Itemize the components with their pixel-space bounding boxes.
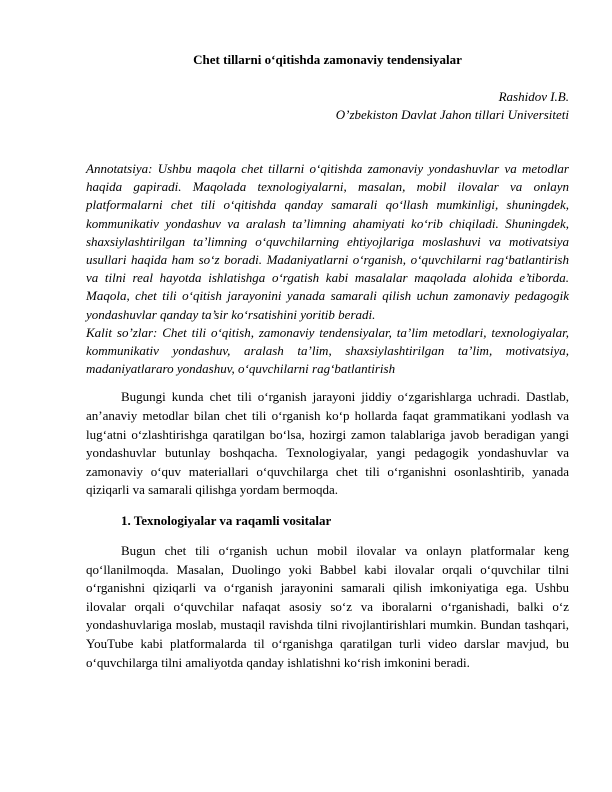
section-paragraph: Bugun chet tili o‘rganish uchun mobil ilovalar va onlayn platformalar keng qo‘llanilmoqda. Masalan, Duolingo yoki Babbel kabi ilovalar orqali o‘quvchilar tilni o‘rganishni qiziqarli va o‘rganish jarayonini samarali qilish imkoniyatiga ega. Ushbu ilovalar orqali o‘quvchilar nafaqat asosiy so‘z va iboralarni o‘rganishadi, balki o‘z yondashuvlariga moslab, mustaqil ravishda tilni rivojlantirishlari mumkin. Bundan tashqari, YouTube kabi platformalarda til o‘rganishga qaratilgan turli video darslar mavjud, bu o‘quvchilarga tilni amaliyotda qanday ishlatishni ko‘rish imkonini beradi. bbox=[86, 543, 569, 670]
author-name: Rashidov I.B. bbox=[498, 89, 569, 104]
abstract-section bbox=[86, 160, 569, 378]
abstract-text: Annotatsiya: Ushbu maqola chet tillarni o‘qitishda zamonaviy yondashuvlar va metodlar haqida gapiradi. Maqolada texnologiyalarni, masalan, mobil ilovalar va onlayn platformalarni chet tili o‘qitishda qanday samarali qo‘llash mumkinligi, shuningdek, kommunikativ yondashuv va aralash ta’limning ahamiyati ko‘rib chiqiladi. Shuningdek, shaxsiylashtirilgan ta’limning o‘quvchilarning ehtiyojlariga moslashuvi va motivatsiya usullari haqida ham so‘z boradi. Madaniyatlarni o‘rganish, o‘quvchilarni rag‘batlantirish va tilni real hayotda ishlatishga o‘rgatish kabi masalalar maqolada alohida e’tiborda. Maqola, chet tili o‘qitish jarayonini yanada samarali qilish uchun zamonaviy pedagogik yondashuvlar qanday ta’sir ko‘rsatishini yoritib beradi. bbox=[86, 161, 569, 322]
keywords-text: Kalit so’zlar: Chet tili o‘qitish, zamonaviy tendensiyalar, ta’lim metodlari, texnologiyalar, kommunikativ yondashuv, aralash ta’lim, shaxsiylashtirilgan ta’lim, motivatsiya, madaniyatlararo yondashuv, o‘quvchilarni rag‘batlantirish bbox=[86, 324, 569, 377]
article-title: Chet tillarni o‘qitishda zamonaviy tendensiyalar bbox=[193, 52, 462, 67]
section-heading: 1. Texnologiyalar va raqamli vositalar bbox=[121, 513, 332, 528]
intro-paragraph: Bugungi kunda chet tili o‘rganish jarayoni jiddiy o‘zgarishlarga uchradi. Dastlab, an’anaviy metodlar bilan chet tili o‘rganish ko‘p hollarda faqat grammatikani yodlash va lug‘atni o‘zlashtirishga qaratilgan bo‘lsa, hozirgi zamon talablariga javob beradigan yangi yondashuvlar butunlay boshqacha. Texnologiyalar, yangi pedagogik yondashuvlar va zamonaviy o‘quv materiallari o‘quvchilarga chet tili o‘rganishni osonlashtirib, yanada qiziqarli va samarali qilishga yordam bermoqda. bbox=[86, 389, 569, 498]
author-affiliation: O’zbekiston Davlat Jahon tillari Universiteti bbox=[335, 107, 569, 122]
